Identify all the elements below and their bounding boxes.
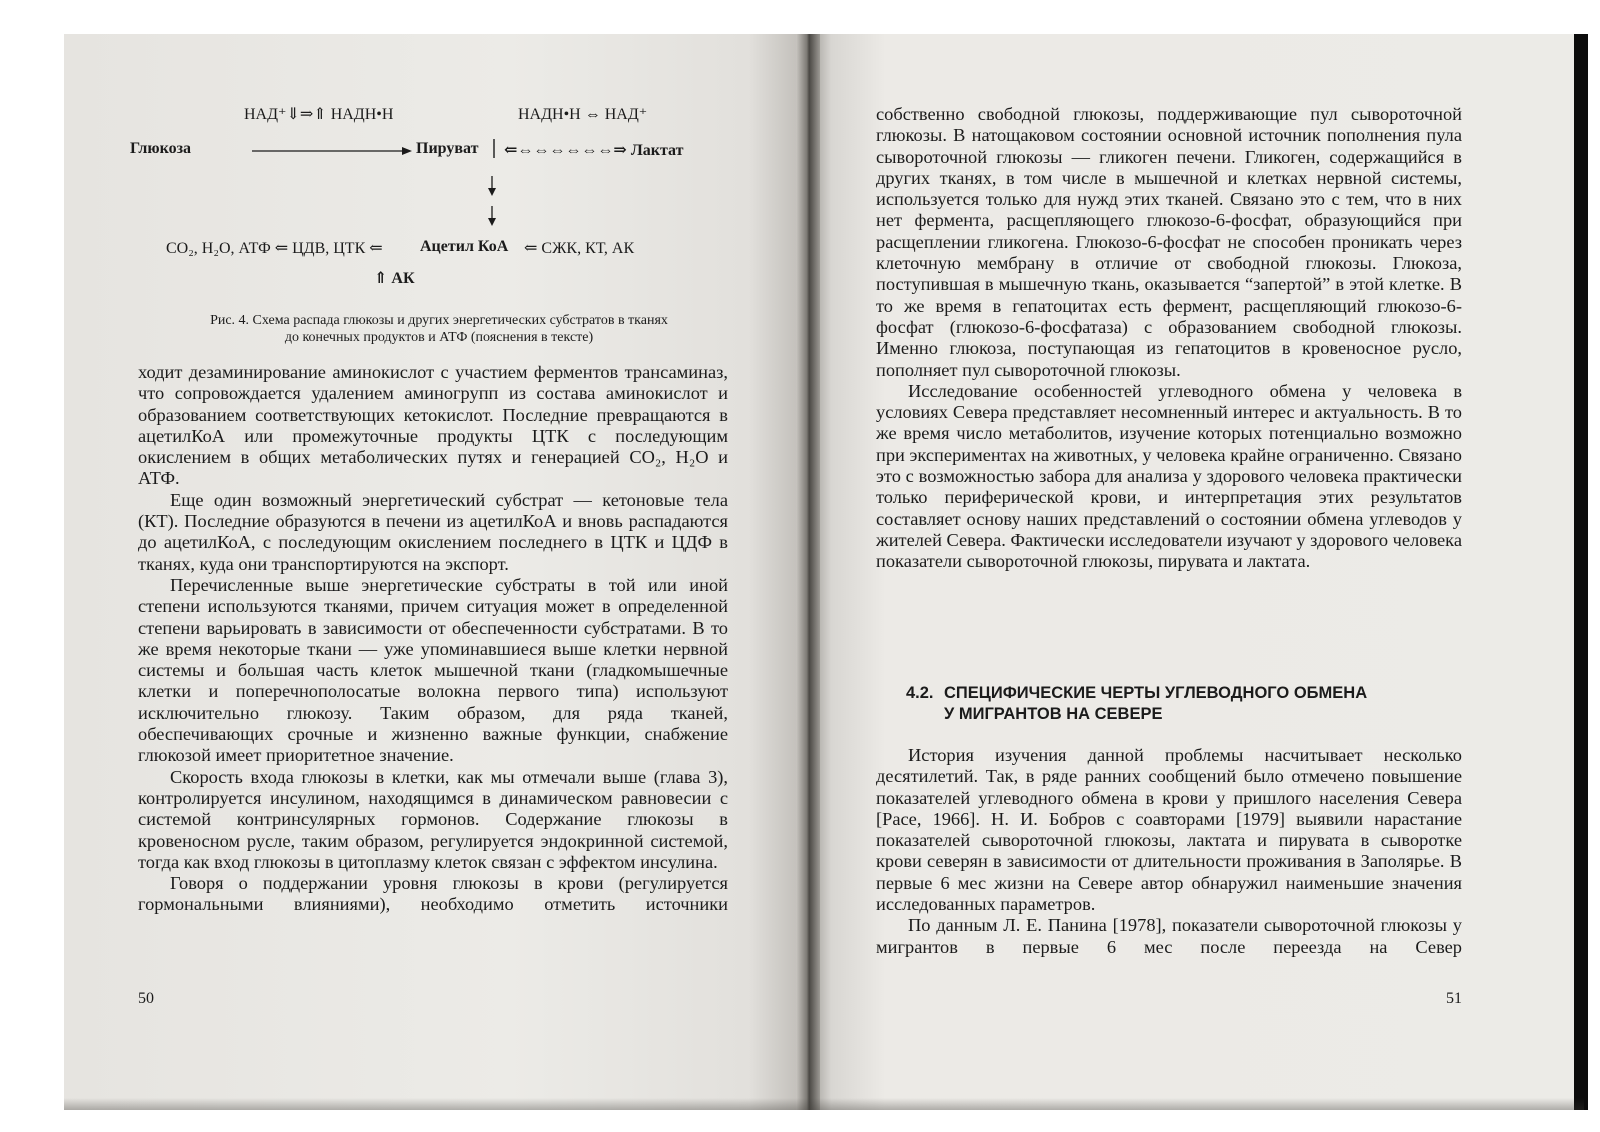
glucose-label: Глюкоза [130,140,192,157]
lactate-chain: ⇐⇔⇔⇔⇔⇔⇔⇒ Лактат [504,142,684,159]
paragraph: Говоря о поддержании уровня глюкозы в крови (регулируется гормональными влияниями), необходимо отметить источники [138,873,728,915]
substrates-row: ⇐ СЖК, КТ, АК [524,240,635,257]
paragraph: Еще один возможный энергетический субстрат — кетоновые тела (КТ). Последние образуются в печени из ацетилКоА и вновь распадаются до ацетилКоА, с последующим окислением последнего в ЦТК и ЦДФ в тканях, куда они транспортируются на экспорт. [138,489,728,574]
left-page-text [138,362,728,916]
diagram-arrows [130,104,750,304]
page-bottom-shadow [64,1098,1584,1110]
right-page-text-bottom [876,745,1462,958]
metabolism-diagram [130,104,750,304]
paragraph: История изучения данной проблемы насчитывает несколько десятилетий. Так, в ряде ранних сообщений было отмечено повышение показателей углеводного обмена в крови у пришлого населения Севера [Pace, 1966]. Н. И. Бобров с соавторами [1979] выявили нарастание показателей сывороточной глюкозы, лактата и пирувата в сыворотке крови северян в зависимости от длительности проживания в Заполярье. В первые 6 мес жизни на Севере автор обнаружил наименьшие значения исследованных параметров. [876,745,1462,915]
right-page-text-top [876,104,1462,573]
acetyl-coa-label: Ацетил КоА [420,238,509,255]
end-products-row: CO₂, H₂O, АТФ ⇐ ЦДВ, ЦТК ⇐ [166,240,383,257]
heading-line-2: У МИГРАНТОВ НА СЕВЕРЕ [944,705,1163,723]
section-number: 4.2. [906,684,934,702]
nad-reaction-left: НАД⁺⇓⇒⇑ НАДН•Н [244,106,394,123]
page-number-right: 51 [1446,990,1462,1007]
scan-edge [1574,34,1588,1110]
caption-line-1: Рис. 4. Схема распада глюкозы и других энергетических субстратов в тканях [210,313,668,328]
pyruvate-label: Пируват [416,140,479,157]
paragraph: Перечисленные выше энергетические субстраты в той или иной степени используются тканями, причем ситуация может в определенной степени варьировать в зависимости от обеспеченности субстратами. В то же время некоторые ткани — уже упоминавшиеся выше клетки нервной системы и большая часть клеток мышечной ткани (гладкомышечные клетки и поперечнополосатые волокна первого типа) используют исключительно глюкозу. Таким образом, для ряда тканей, обеспечивающих срочные и жизненно важные функции, снабжение глюкозой имеет приоритетное значение. [138,574,728,766]
paragraph: Исследование особенностей углеводного обмена у человека в условиях Севера представляет несомненный интерес и актуальность. В то же время число метаболитов, изучение которых потенциально возможно при экспериментах на животных, у человека крайне ограниченно. Связано это с возможностью забора для анализа у здорового человека практически только периферической крови, и интерпретация этих результатов составляет основу наших представлений о состоянии обмена углеводов у жителей Севера. Фактически исследователи изучают у здорового человека показатели сывороточной глюкозы, пирувата и лактата. [876,380,1463,572]
amino-acid-label: ⇑ АК [374,270,415,287]
page-number-left: 50 [138,990,154,1007]
paragraph: Скорость входа глюкозы в клетки, как мы отмечали выше (глава 3), контролируется инсулином, находящимся в динамическом равновесии с системой контринсулярных гормонов. Содержание глюкозы в кровеносном русле, таким образом, регулируется эндокринной системой, тогда как вход глюкозы в цитоплазму клеток связан с эффектом инсулина. [138,766,728,872]
nad-reaction-right: НАДН•Н ⇔ НАД⁺ [518,106,648,123]
paragraph: По данным Л. Е. Панина [1978], показатели сывороточной глюкозы у мигрантов в первые 6 мес после переезда на Север [876,915,1462,957]
paragraph: собственно свободной глюкозы, поддерживающие пул сывороточной глюкозы. В натощаковом состоянии основной источник пополнения пула сывороточной глюкозы — гликоген печени. Гликоген, содержащийся в других тканях, в том числе в мышечной и клетках нервной системы, используется только для нужд этих тканей. Связано это с тем, что в них нет фермента, расщепляющего глюкозо-6-фосфат, образующийся при расщеплении гликогена. Глюкозо-6-фосфат не способен проникать через клеточную мембрану в отличие от свободной глюкозы. Глюкоза, поступившая в мышечную ткань, оказывается “запертой” в этой клетке. В то же время в гепатоцитах есть фермент, расщепляющий глюкозо-6-фосфат (глюкозо-6-фосфатаза) с образованием свободной глюкозы. Именно глюкоза, поступающая из гепатоцитов в кровеносное русло, пополняет пул сывороточной глюкозы. [876,104,1462,380]
caption-line-2: до конечных продуктов и АТФ (пояснения в тексте) [284,330,594,345]
figure-caption [144,312,734,346]
section-heading [906,683,1446,725]
book-gutter [796,34,820,1110]
heading-line-1: СПЕЦИФИЧЕСКИЕ ЧЕРТЫ УГЛЕВОДНОГО ОБМЕНА [944,684,1368,702]
paragraph: ходит дезаминирование аминокислот с участием ферментов трансаминаз, что сопровождается удалением аминогрупп из состава аминокислот и образованием соответствующих кетокислот. Последние превращаются в ацетилКоА или промежуточные продукты ЦТК с последующим окислением в общих метаболических путях и генерацией CO₂, H₂O и АТФ. [138,362,728,489]
